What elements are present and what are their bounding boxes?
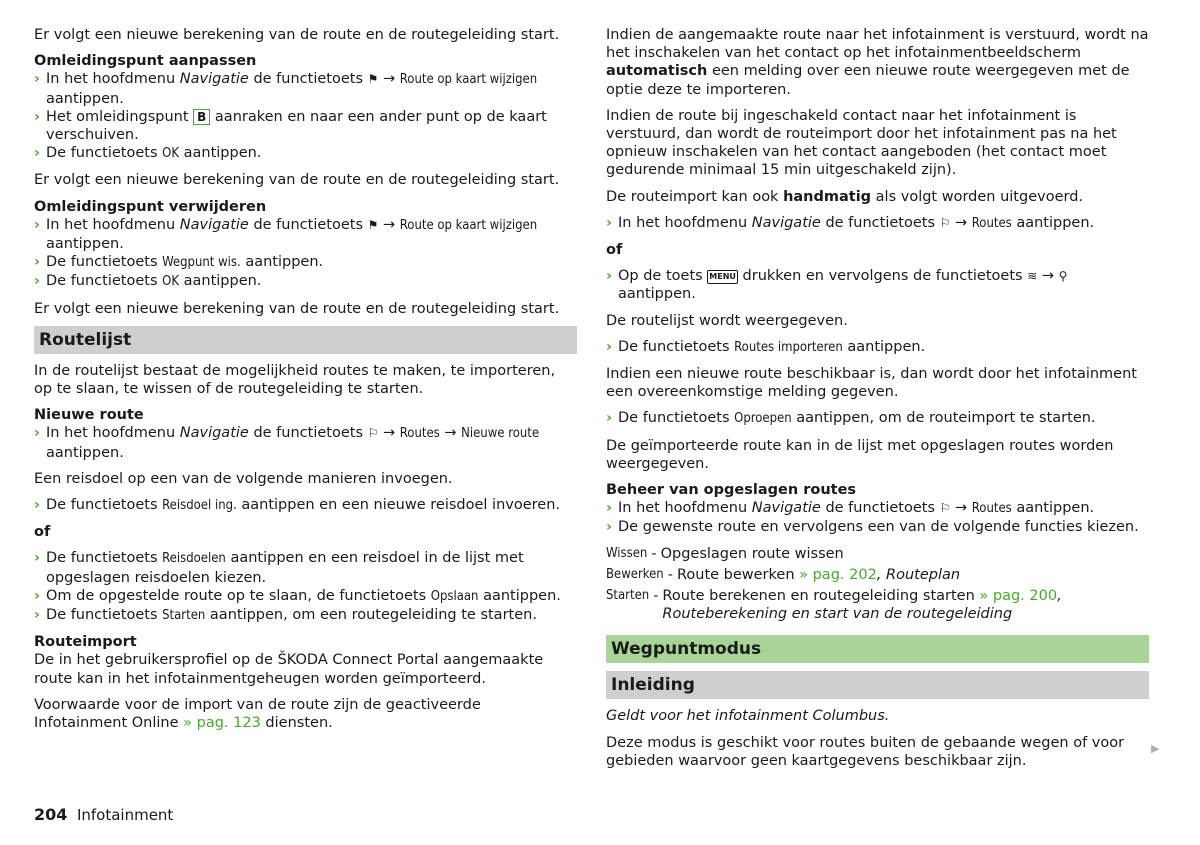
definition-text: Route berekenen en routegeleiding starten	[662, 588, 980, 605]
chevron-right-icon: ›	[34, 587, 40, 604]
list-item: › De functietoets Wegpunt wis. aantippen.	[34, 254, 324, 271]
section-heading-wegpuntmodus: Wegpuntmodus	[606, 635, 1149, 663]
function-key-label: Routes importeren	[734, 339, 843, 355]
chevron-right-icon: ›	[606, 500, 612, 517]
arrow-icon: →	[954, 500, 968, 517]
chevron-right-icon: ›	[34, 497, 40, 514]
list-item: › De functietoets Oproepen aantippen, om de routeimport te starten.	[606, 410, 1096, 427]
definition-term: Wissen	[606, 545, 648, 561]
section-heading-inleiding: Inleiding	[606, 671, 1149, 699]
list-item: › De functietoets Reisdoelen aantippen en een reisdoel in de lijst met opgeslagen reisdoelen kiezen.	[34, 550, 524, 586]
function-key-label: Routes	[971, 501, 1012, 517]
or-label: of	[606, 242, 623, 259]
paragraph: Er volgt een nieuwe berekening van de route en de routegeleiding start.	[34, 172, 560, 189]
chevron-right-icon: ›	[34, 254, 40, 271]
definition-row: Starten - Route berekenen en routegeleiding starten » pag. 200, Routeberekening en start van de routegeleiding	[606, 588, 1062, 623]
arrow-icon: →	[444, 425, 457, 442]
function-key-label: Reisdoel ing.	[162, 498, 237, 514]
chevron-right-icon: ›	[606, 338, 612, 355]
chevron-right-icon: ›	[606, 268, 612, 285]
list-item: › De gewenste route en vervolgens een van de volgende functies kiezen.	[606, 519, 1139, 536]
paragraph: De routeimport kan ook handmatig als volgt worden uitgevoerd.	[606, 188, 1084, 205]
step-list	[34, 549, 577, 625]
list-item: › De functietoets OK aantippen.	[34, 145, 262, 162]
function-key-label: Reisdoelen	[162, 551, 226, 567]
paragraph: Indien een nieuwe route beschikbaar is, dan wordt door het infotainment een overeenkomstige melding gegeven.	[606, 366, 1137, 401]
chevron-right-icon: ›	[34, 550, 40, 567]
definition-term: Starten	[606, 588, 650, 604]
definition-term: Bewerken	[606, 566, 664, 582]
chevron-right-icon: ›	[606, 410, 612, 427]
definition-row: Wissen - Opgeslagen route wissen	[606, 545, 1149, 563]
page-reference-link[interactable]: » pag. 123	[183, 715, 261, 732]
page-footer	[34, 806, 173, 824]
list-item: › In het hoofdmenu Navigatie de functietoets ⚐ → Routes → Nieuwe route aantippen.	[34, 425, 540, 461]
subheading-routeimport: Routeimport	[34, 634, 137, 651]
paragraph: De geïmporteerde route kan in de lijst met opgeslagen routes worden weergegeven.	[606, 437, 1114, 472]
paragraph: Indien de aangemaakte route naar het infotainment is verstuurd, wordt na het inschakelen van het contact op het infotainmentbeeldscherm automatisch een melding over een nieuwe route weergegeven met de optie deze te importeren.	[606, 27, 1149, 98]
reference-title: , Routeberekening en start van de routegeleiding	[662, 588, 1062, 623]
paragraph: De in het gebruikersprofiel op de ŠKODA Connect Portal aangemaakte route kan in het infotainmentgeheugen worden geïmporteerd.	[34, 652, 544, 687]
list-item: › In het hoofdmenu Navigatie de functietoets ⚐ → Routes aantippen.	[606, 214, 1095, 231]
step-list	[34, 216, 577, 292]
paragraph: Geldt voor het infotainment Columbus.	[606, 708, 890, 725]
paragraph: Indien de route bij ingeschakeld contact naar het infotainment is verstuurd, dan wordt de routeimport door het infotainment pas na het opnieuw inschakelen van het contact aangeboden (het contact moet gedurende minimaal 15 min uitgeschakeld zijn).	[606, 107, 1117, 179]
list-item: › In het hoofdmenu Navigatie de functietoets ⚐ → Routes aantippen.	[606, 500, 1095, 517]
reference-title: , Routeplan	[876, 566, 961, 583]
definition-text: Opgeslagen route wissen	[660, 545, 844, 562]
paragraph: Voorwaarde voor de import van de route zijn de geactiveerde Infotainment Online » pag. 123 diensten.	[34, 696, 481, 732]
step-list	[34, 70, 577, 163]
route-flag-icon: ⚐	[367, 426, 379, 441]
chevron-right-icon: ›	[606, 519, 612, 536]
paragraph: In de routelijst bestaat de mogelijkheid routes te maken, te importeren, op te slaan, te wissen of de routegeleiding te starten.	[34, 362, 556, 398]
paragraph: Er volgt een nieuwe berekening van de route en de routegeleiding start.	[34, 27, 560, 43]
route-flag-icon: ⚐	[939, 501, 951, 516]
chevron-right-icon: ›	[34, 607, 40, 624]
chevron-right-icon: ›	[606, 214, 612, 231]
chevron-right-icon: ›	[34, 145, 40, 162]
step-list	[34, 424, 577, 461]
function-key-label: Routes	[399, 426, 440, 442]
function-key-label: OK	[162, 274, 179, 290]
or-label: of	[34, 524, 51, 541]
paragraph: Er volgt een nieuwe berekening van de route en de routegeleiding start.	[34, 300, 560, 317]
subheading-omleidingspunt-verwijderen: Omleidingspunt verwijderen	[34, 198, 267, 215]
function-key-label: Wegpunt wis.	[162, 255, 241, 271]
step-list	[606, 499, 1149, 536]
chevron-right-icon: ›	[34, 108, 40, 125]
definition-text: Route bewerken	[676, 566, 800, 583]
list-item: › Om de opgestelde route op te slaan, de functietoets Opslaan aantippen.	[34, 587, 561, 604]
subheading-nieuwe-route: Nieuwe route	[34, 407, 144, 424]
menu-key-icon: MENU	[707, 270, 738, 284]
waypoint-b-icon: B	[193, 109, 210, 125]
paragraph: De routelijst wordt weergegeven.	[606, 312, 848, 329]
list-item: › In het hoofdmenu Navigatie de functietoets ⚑ → Route op kaart wijzigen aantippen.	[34, 216, 538, 253]
paragraph: Een reisdoel op een van de volgende manieren invoegen.	[34, 470, 453, 487]
arrow-icon: →	[382, 216, 396, 233]
arrow-icon: →	[382, 425, 396, 442]
list-item: › De functietoets OK aantippen.	[34, 273, 262, 290]
list-item: › Op de toets MENU drukken en vervolgens de functietoets ≋ → ⚲ aantippen.	[606, 268, 1068, 303]
left-column	[34, 26, 577, 740]
arrow-icon: →	[382, 71, 396, 88]
page-reference-link[interactable]: » pag. 202	[799, 566, 877, 583]
chevron-right-icon: ›	[34, 216, 40, 233]
function-key-label: Route op kaart wijzigen	[399, 217, 538, 233]
arrow-icon: →	[1041, 268, 1055, 285]
function-key-label: OK	[162, 146, 179, 162]
list-item: › De functietoets Routes importeren aantippen.	[606, 338, 926, 355]
chevron-right-icon: ›	[34, 71, 40, 88]
subheading-omleidingspunt-aanpassen: Omleidingspunt aanpassen	[34, 53, 257, 70]
flag-icon: ⚑	[367, 217, 379, 232]
function-key-label: Route op kaart wijzigen	[399, 72, 538, 88]
right-column	[606, 26, 1149, 778]
subheading-beheer: Beheer van opgeslagen routes	[606, 482, 857, 499]
route-flag-icon: ⚐	[939, 215, 951, 230]
function-key-label: Starten	[162, 608, 206, 624]
section-name: Infotainment	[76, 806, 174, 824]
function-key-label: Routes	[971, 215, 1012, 231]
chevron-right-icon: ›	[34, 425, 40, 442]
section-heading-routelijst: Routelijst	[34, 326, 577, 354]
function-key-label: Nieuwe route	[461, 426, 540, 442]
arrow-icon: →	[954, 214, 968, 231]
route-download-icon: ⚲	[1058, 269, 1068, 284]
paragraph: Deze modus is geschikt voor routes buiten de gebaande wegen of voor gebieden waarvoor geen kaartgegevens beschikbaar zijn.	[606, 734, 1125, 769]
page-reference-link[interactable]: » pag. 200	[979, 588, 1058, 605]
list-item: › In het hoofdmenu Navigatie de functietoets ⚑ → Route op kaart wijzigen aantippen.	[34, 71, 538, 107]
chevron-right-icon: ›	[34, 273, 40, 290]
list-item: › De functietoets Starten aantippen, om een routegeleiding te starten.	[34, 607, 537, 624]
function-key-label: Opslaan	[430, 588, 479, 604]
flag-icon: ⚑	[367, 72, 379, 87]
continue-arrow-icon: ▶	[1151, 742, 1160, 755]
list-item: › Het omleidingspunt B aanraken en naar een ander punt op de kaart verschuiven.	[34, 108, 547, 144]
function-key-label: Oproepen	[734, 411, 792, 427]
online-icon: ≋	[1027, 269, 1038, 284]
definition-row: Bewerken - Route bewerken » pag. 202, Routeplan	[606, 566, 961, 583]
page-number: 204	[34, 805, 68, 824]
list-item: › De functietoets Reisdoel ing. aantippen en een nieuwe reisdoel invoeren.	[34, 497, 560, 514]
